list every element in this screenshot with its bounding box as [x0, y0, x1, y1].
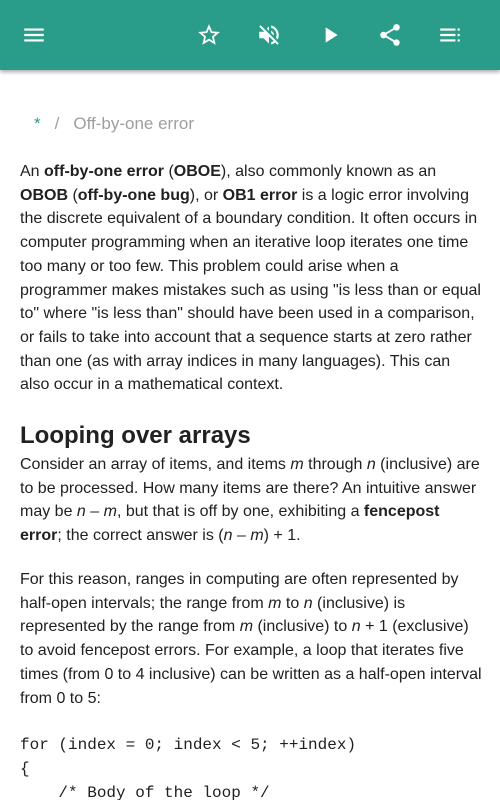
breadcrumb-current: Off-by-one error	[73, 114, 194, 133]
code-line: {	[20, 760, 30, 778]
article	[0, 70, 500, 800]
share-button[interactable]	[370, 15, 410, 55]
play-button[interactable]	[310, 15, 350, 55]
breadcrumb-separator: /	[54, 114, 60, 133]
code-block	[20, 733, 356, 800]
hamburger-menu-icon	[21, 22, 47, 48]
code-line: for (index = 0; index < 5; ++index)	[20, 736, 357, 754]
app-bar	[0, 0, 500, 70]
code-line: /* Body of the loop */	[20, 784, 270, 800]
toc-button[interactable]	[430, 15, 470, 55]
breadcrumb-home-link[interactable]: *	[34, 114, 41, 133]
section-heading: Looping over arrays	[20, 422, 251, 449]
playlist-icon	[437, 22, 463, 48]
mute-button[interactable]	[249, 15, 289, 55]
share-icon	[377, 22, 403, 48]
section-paragraph-2: For this reason, ranges in computing are often represented by half-open intervals; the range from m to n (inclusive) is represented by the range from m (inclusive) to n + 1 (exclusive) to avoid fencepost errors. For example, a loop that iterates five times (from 0 to 4 inclusive) can be written as a half-open interval from 0 to 5:	[20, 571, 482, 707]
breadcrumb	[34, 114, 194, 134]
intro-paragraph: An off-by-one error (OBOE), also commonly known as an OBOB (off-by-one bug), or OB1 error is a logic error involving the discrete equivalent of a boundary condition. It often occurs in computer programming when an iterative loop iterates one time too many or too few. This problem could arise when a programmer makes mistakes such as using "is less than or equal to" where "is less than" should have been used in a comparison, or fails to take into account that a sequence starts at zero rather than one (as with array indices in many languages). This can also occur in a mathematical context.	[20, 163, 481, 394]
volume-off-icon	[256, 22, 282, 48]
menu-button[interactable]	[14, 15, 54, 55]
favorite-button[interactable]	[189, 15, 229, 55]
star-outline-icon	[196, 22, 222, 48]
play-icon	[317, 22, 343, 48]
section-paragraph-1: Consider an array of items, and items m through n (inclusive) are to be processed. How many items are there? An intuitive answer may be n – m, but that is off by one, exhibiting a fencepost error; the correct answer is (n – m) + 1.	[20, 456, 480, 545]
